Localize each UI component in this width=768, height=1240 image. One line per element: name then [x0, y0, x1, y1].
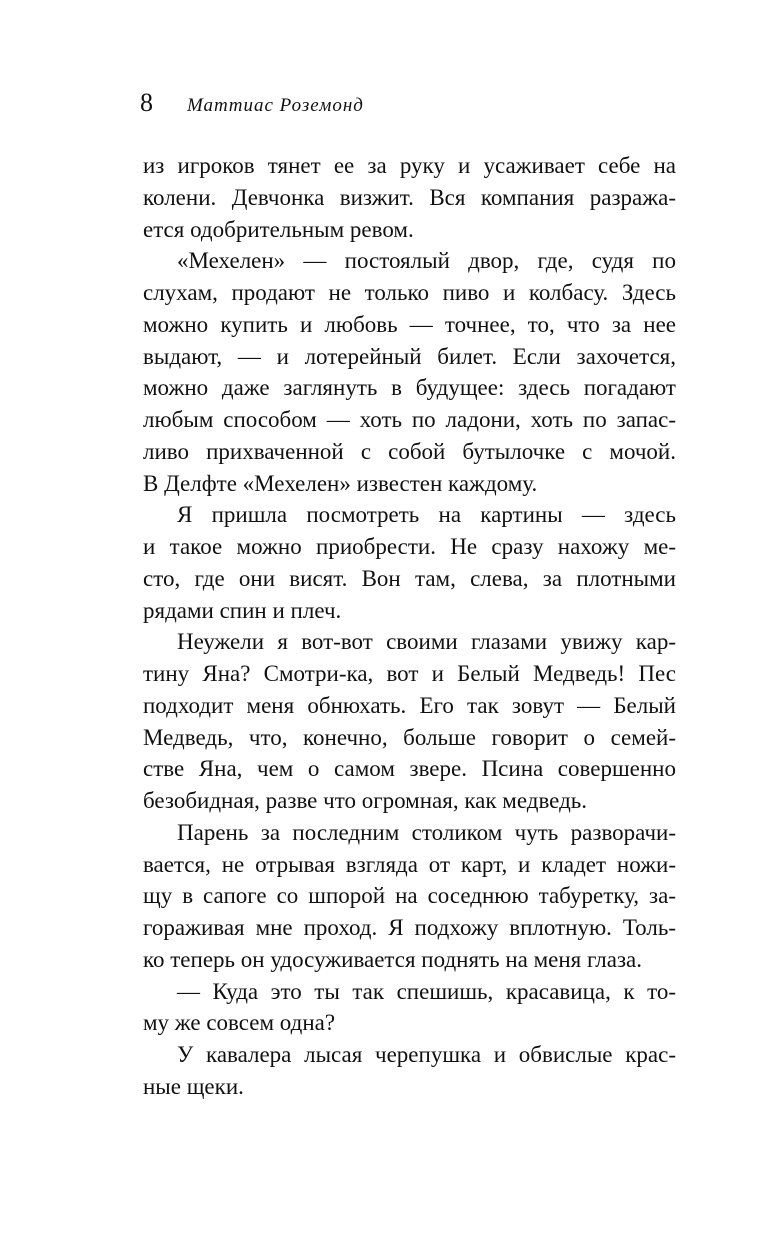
running-head: Маттиас Роземонд	[187, 95, 364, 116]
text-line: выдают, — и лотерейный билет. Если захочется,	[143, 343, 676, 369]
text-line: ливо прихваченной с собой бутылочке с мочой.	[143, 438, 676, 464]
text-line: му же совсем одна?	[143, 1010, 336, 1036]
text-line: можно купить и любовь — точнее, то, что за нее	[143, 311, 676, 337]
text-line: Я пришла посмотреть на картины — здесь	[177, 502, 676, 528]
text-line: тину Яна? Смотри-ка, вот и Белый Медведь! Пес	[143, 661, 676, 686]
text-line: ко теперь он удосуживается поднять на меня глаза.	[143, 946, 642, 972]
text-line: из игроков тянет ее за руку и усаживает себе на	[143, 153, 676, 178]
text-line: У кавалера лысая черепушка и обвислые крас-	[177, 1042, 676, 1067]
text-line: — Куда это ты так спешишь, красавица, к то-	[177, 978, 676, 1004]
text-line: Медведь, что, конечно, больше говорит о семей-	[143, 724, 676, 750]
text-line: колени. Девчонка визжит. Вся компания разража-	[143, 184, 676, 210]
text-line: рядами спин и плеч.	[143, 597, 342, 623]
text-line: любым способом — хоть по ладони, хоть по запас-	[143, 407, 676, 432]
text-line: гораживая мне проход. Я подхожу вплотную. Толь-	[143, 915, 676, 940]
text-line: щу в сапоге со шпорой на соседнюю табуретку, за-	[143, 883, 676, 909]
body-text	[143, 150, 676, 1103]
page-number: 8	[140, 88, 153, 117]
text-line: стве Яна, чем о самом звере. Псина совершенно	[143, 756, 676, 782]
page-header	[140, 88, 364, 122]
text-line: сто, где они висят. Вон там, слева, за плотными	[143, 565, 676, 591]
text-line: и такое можно приобрести. Не сразу нахожу ме-	[143, 534, 676, 559]
text-line: ные щеки.	[143, 1073, 244, 1099]
text-line: подходит меня обнюхать. Его так зовут — Белый	[143, 692, 676, 718]
text-line: можно даже заглянуть в будущее: здесь погадают	[143, 375, 676, 401]
text-line: «Мехелен» — постоялый двор, где, судя по	[177, 248, 676, 274]
text-line: ется одобрительным ревом.	[143, 216, 414, 242]
text-line: Неужели я вот-вот своими глазами увижу кар-	[177, 629, 676, 655]
text-line: слухам, продают не только пиво и колбасу. Здесь	[143, 280, 676, 305]
text-line: вается, не отрывая взгляда от карт, и кладет ножи-	[143, 851, 676, 877]
text-line: В Делфте «Мехелен» известен каждому.	[143, 470, 538, 496]
text-line: Парень за последним столиком чуть разворачи-	[177, 819, 676, 845]
text-line: безобидная, разве что огромная, как медведь.	[143, 788, 588, 813]
